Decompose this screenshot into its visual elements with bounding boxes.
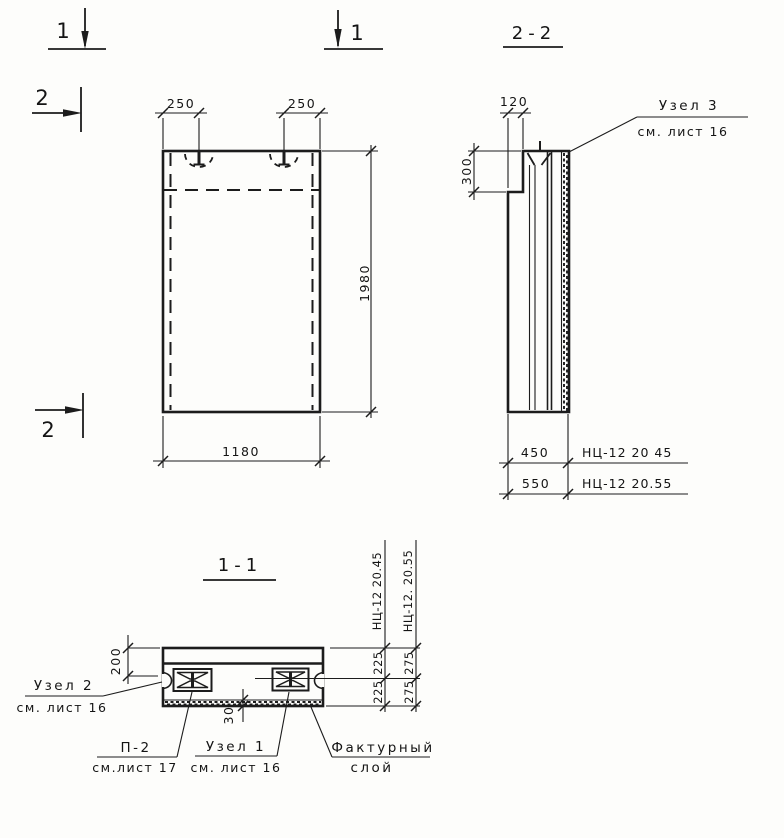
cut1-right-label: 1 [350, 21, 364, 45]
node2-label: Узел 2 [33, 678, 95, 694]
cut2-upper-label: 2 [35, 86, 49, 110]
side-panel-outline [508, 151, 569, 412]
side-facing-layer-texture [564, 153, 567, 411]
node1-ref: см. лист 16 [190, 760, 282, 775]
front-dim-1980 [322, 145, 378, 418]
front-dim-250 [155, 96, 328, 153]
cut1-left-arrow-icon [81, 31, 88, 49]
section-opening-left [174, 669, 212, 691]
section-dim-facing: 30 [221, 705, 236, 725]
side-dim-step: 300 [459, 156, 474, 186]
p2-label: П-2 [120, 740, 152, 756]
section-cut-markers [32, 8, 383, 442]
section-col2-upper: 275 [402, 651, 416, 675]
node3-label: Узел 3 [658, 98, 720, 114]
cut2-lower-label: 2 [41, 418, 55, 442]
section-view-1-1 [17, 540, 435, 776]
section-col1-lower: 225 [371, 680, 385, 704]
facing-layer-callout [311, 707, 435, 776]
section-col1-mark: НЦ-12 20.45 [370, 551, 384, 631]
side-view-title: 2-2 [511, 23, 557, 44]
section-col1-upper: 225 [371, 651, 385, 675]
section-title: 1-1 [217, 555, 263, 576]
section-left-notch [162, 673, 172, 689]
node1-label: Узел 1 [205, 739, 267, 755]
side-thickness-rows [499, 414, 688, 500]
facing-label-line1: Фактурный [331, 740, 435, 756]
cut2-upper-arrow-icon [63, 109, 82, 116]
p2-ref: см.лист 17 [92, 760, 178, 775]
side-dim-top: 120 [499, 94, 529, 109]
front-dim-height: 1980 [357, 264, 372, 302]
side-dim-120 [500, 94, 531, 188]
cut1-left-label: 1 [56, 19, 70, 43]
lifting-loop-left-icon [185, 151, 213, 167]
node3-ref: см. лист 16 [637, 124, 729, 139]
front-dim-width: 1180 [222, 444, 260, 459]
cut1-right-arrow-icon [334, 29, 341, 48]
front-view [153, 96, 378, 468]
cut2-lower-arrow-icon [65, 406, 84, 413]
front-dim-250-right: 250 [287, 96, 317, 111]
side-mark-450: НЦ-12 20 45 [582, 445, 673, 460]
side-dim-450: 450 [520, 445, 550, 460]
lifting-loop-right-icon [270, 151, 298, 167]
node3-callout [569, 98, 748, 152]
side-dim-550: 550 [521, 476, 551, 491]
front-dim-1180 [153, 416, 330, 468]
facing-label-line2: слой [350, 760, 394, 776]
side-view-2-2 [459, 23, 748, 500]
section-opening-right [273, 669, 309, 691]
section-col2-mark: НЦ-12. 20.55 [401, 549, 415, 633]
section-col2-lower: 275 [402, 680, 416, 704]
side-mark-550: НЦ-12 20.55 [582, 476, 673, 491]
front-dim-250-left: 250 [166, 96, 196, 111]
node2-callout [17, 678, 162, 715]
section-right-notch [315, 673, 325, 689]
node2-ref: см. лист 16 [16, 700, 108, 715]
section-dim-flange: 200 [108, 646, 123, 676]
section-dim-200 [108, 635, 160, 684]
